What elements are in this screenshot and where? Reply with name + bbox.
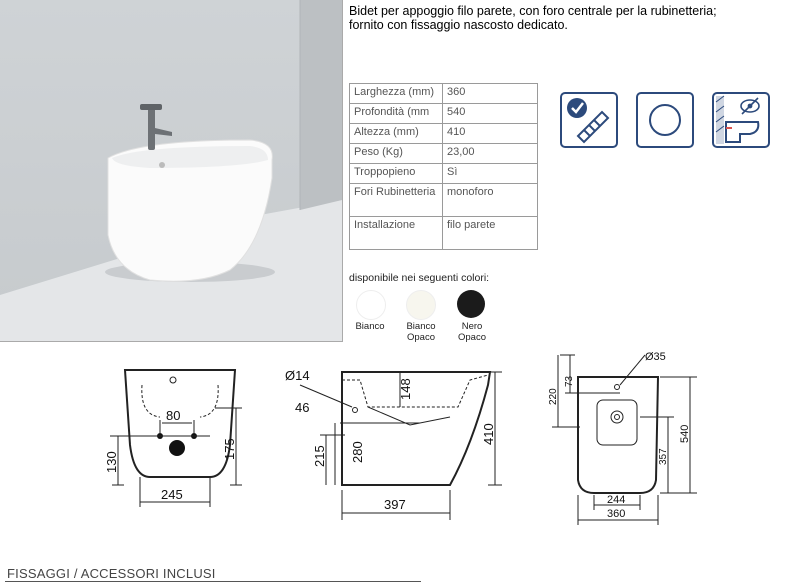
product-photo <box>0 0 343 342</box>
dim-side-46: 46 <box>295 400 310 415</box>
dim-side-215: 215 <box>312 445 327 467</box>
product-description <box>349 4 789 32</box>
color-swatch-bianco <box>356 290 386 320</box>
specs-table <box>349 83 538 250</box>
table-row <box>350 144 538 164</box>
spec-value: Sì <box>443 164 538 184</box>
dim-top-540: 540 <box>679 424 691 443</box>
spec-value: 23,00 <box>443 144 538 164</box>
dim-top-73: 73 <box>564 375 575 387</box>
dim-front-width-fixings: 80 <box>166 408 181 423</box>
dim-front-245: 245 <box>161 487 183 502</box>
spec-label: Peso (Kg) <box>350 144 443 164</box>
spec-value: filo parete <box>443 217 538 250</box>
spec-label: Larghezza (mm) <box>350 84 443 104</box>
spec-label: Profondità (mm <box>350 104 443 124</box>
hidden-fixing-icon <box>560 92 618 148</box>
wall-hung-view-icon <box>712 92 770 148</box>
round-hole-icon <box>636 92 694 148</box>
color-label-line: Bianco <box>406 321 436 332</box>
spec-value: monoforo <box>443 184 538 217</box>
spec-label: Altezza (mm) <box>350 124 443 144</box>
dim-top-220: 220 <box>548 388 559 405</box>
dim-side-280: 280 <box>350 441 365 463</box>
dim-top-357: 357 <box>658 448 669 465</box>
dim-side-397: 397 <box>384 497 406 512</box>
table-row <box>350 104 538 124</box>
table-row <box>350 164 538 184</box>
table-row <box>350 84 538 104</box>
color-label-line: Bianco <box>355 321 385 332</box>
dim-front-175: 175 <box>222 438 237 460</box>
spec-label: Installazione <box>350 217 443 250</box>
spec-label: Troppopieno <box>350 164 443 184</box>
section-title-fissaggi: FISSAGGI / ACCESSORI INCLUSI <box>7 566 216 581</box>
color-swatch-nero-opaco <box>457 290 485 318</box>
table-row <box>350 184 538 217</box>
dim-top-244: 244 <box>607 494 626 506</box>
color-label-line: Opaco <box>407 332 435 343</box>
dim-side-diameter: Ø14 <box>285 368 310 383</box>
table-row <box>350 124 538 144</box>
section-divider <box>5 581 421 582</box>
table-row <box>350 217 538 250</box>
description-line-1: Bidet per appoggio filo parete, con foro centrale per la rubinetteria; <box>349 4 717 18</box>
colors-title: disponibile nei seguenti colori: <box>349 272 490 284</box>
dim-side-410: 410 <box>481 423 496 445</box>
spec-label: Fori Rubinetteria <box>350 184 443 217</box>
spec-value: 540 <box>443 104 538 124</box>
spec-value: 410 <box>443 124 538 144</box>
spec-value: 360 <box>443 84 538 104</box>
color-swatch-bianco-opaco <box>406 290 436 320</box>
dim-side-148: 148 <box>398 378 413 400</box>
color-label-line: Nero <box>461 321 483 332</box>
dim-top-360: 360 <box>607 508 626 520</box>
description-line-2: fornito con fissaggio nascosto dedicato. <box>349 18 568 32</box>
color-label-line: Opaco <box>458 332 486 343</box>
dim-top-diameter: Ø35 <box>645 351 666 363</box>
technical-drawings <box>0 345 793 525</box>
dim-front-130: 130 <box>104 451 119 473</box>
color-label <box>442 321 502 343</box>
